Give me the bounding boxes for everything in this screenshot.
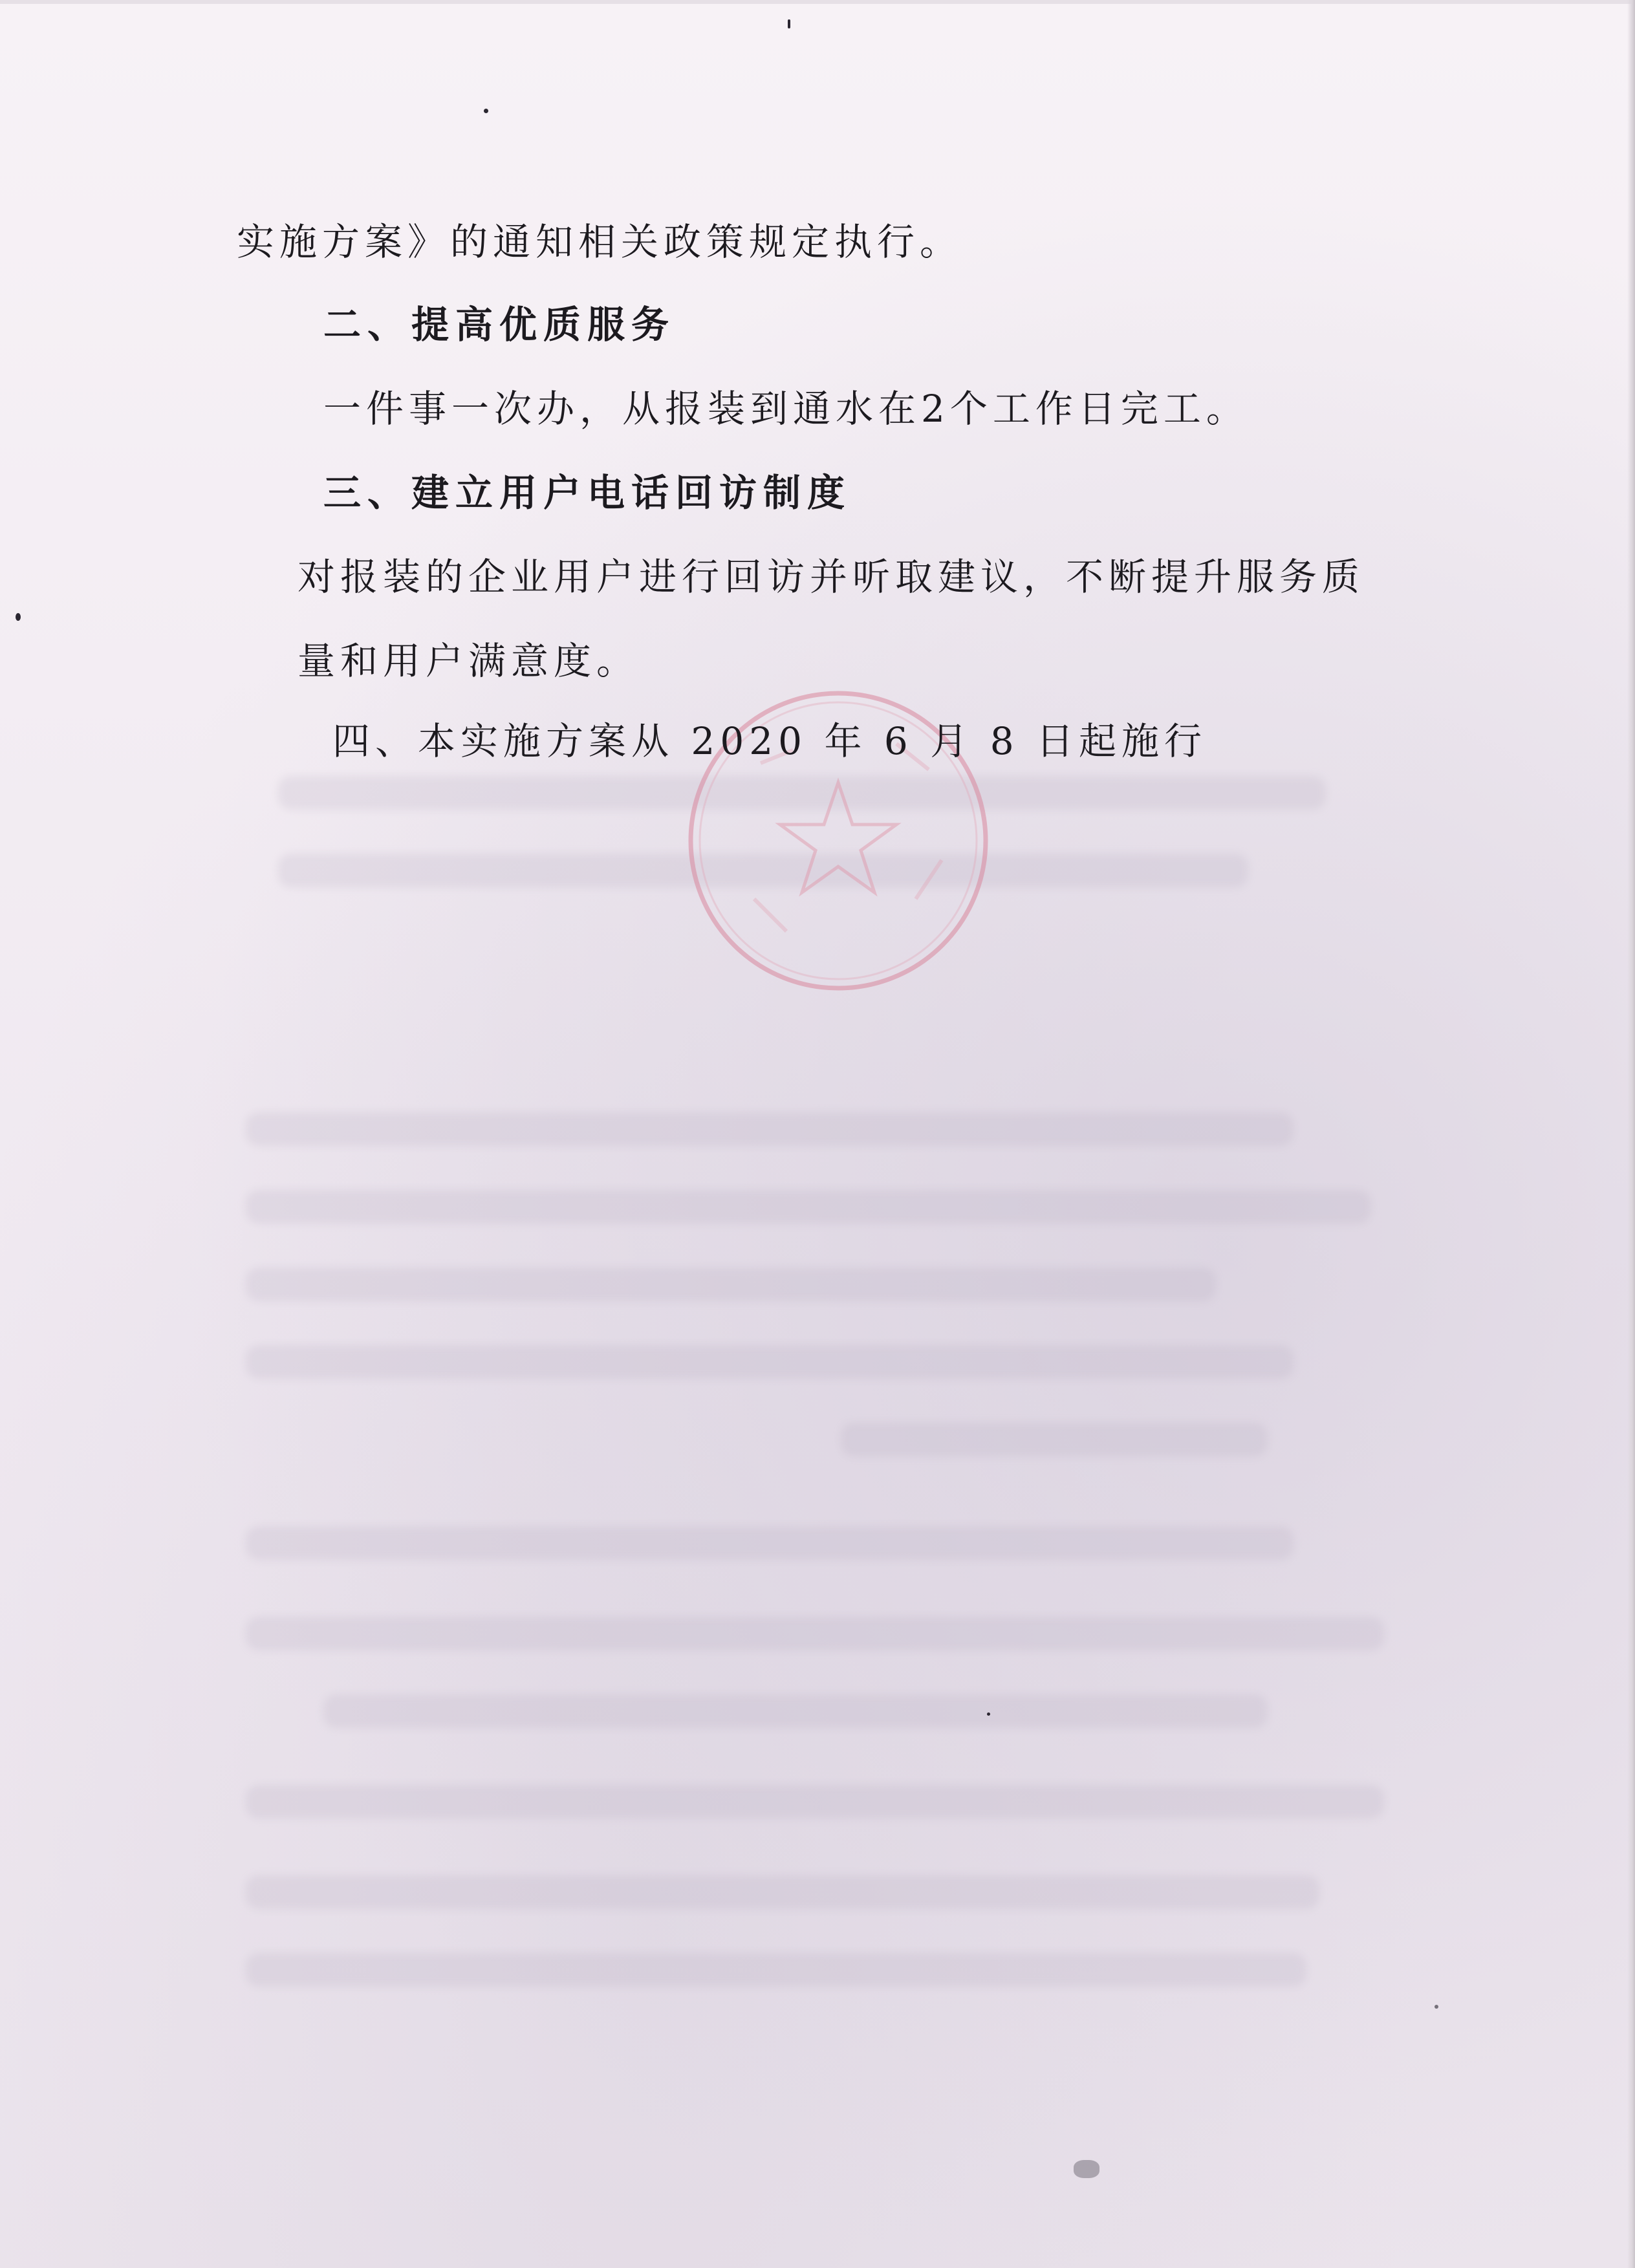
page-right-edge (1627, 0, 1635, 2268)
scan-speck (987, 1712, 990, 1716)
scan-speck (788, 19, 790, 28)
scan-speck (1074, 2160, 1099, 2178)
body-line-7: 四、本实施方案从 2020 年 6 月 8 日起施行 (332, 719, 1207, 763)
scan-speck (484, 109, 488, 113)
scan-speck (16, 613, 21, 621)
body-line-6: 量和用户满意度。 (298, 639, 640, 683)
section-heading-3: 三、建立用户电话回访制度 (323, 471, 852, 515)
body-line-3: 一件事一次办，从报装到通水在2个工作日完工。 (323, 387, 1249, 431)
scan-speck (1435, 2005, 1438, 2009)
section-heading-2: 二、提高优质服务 (323, 303, 676, 347)
page-top-edge (0, 0, 1635, 4)
body-line-5: 对报装的企业用户进行回访并听取建议，不断提升服务质 (298, 555, 1365, 599)
body-line-1: 实施方案》的通知相关政策规定执行。 (237, 220, 963, 264)
